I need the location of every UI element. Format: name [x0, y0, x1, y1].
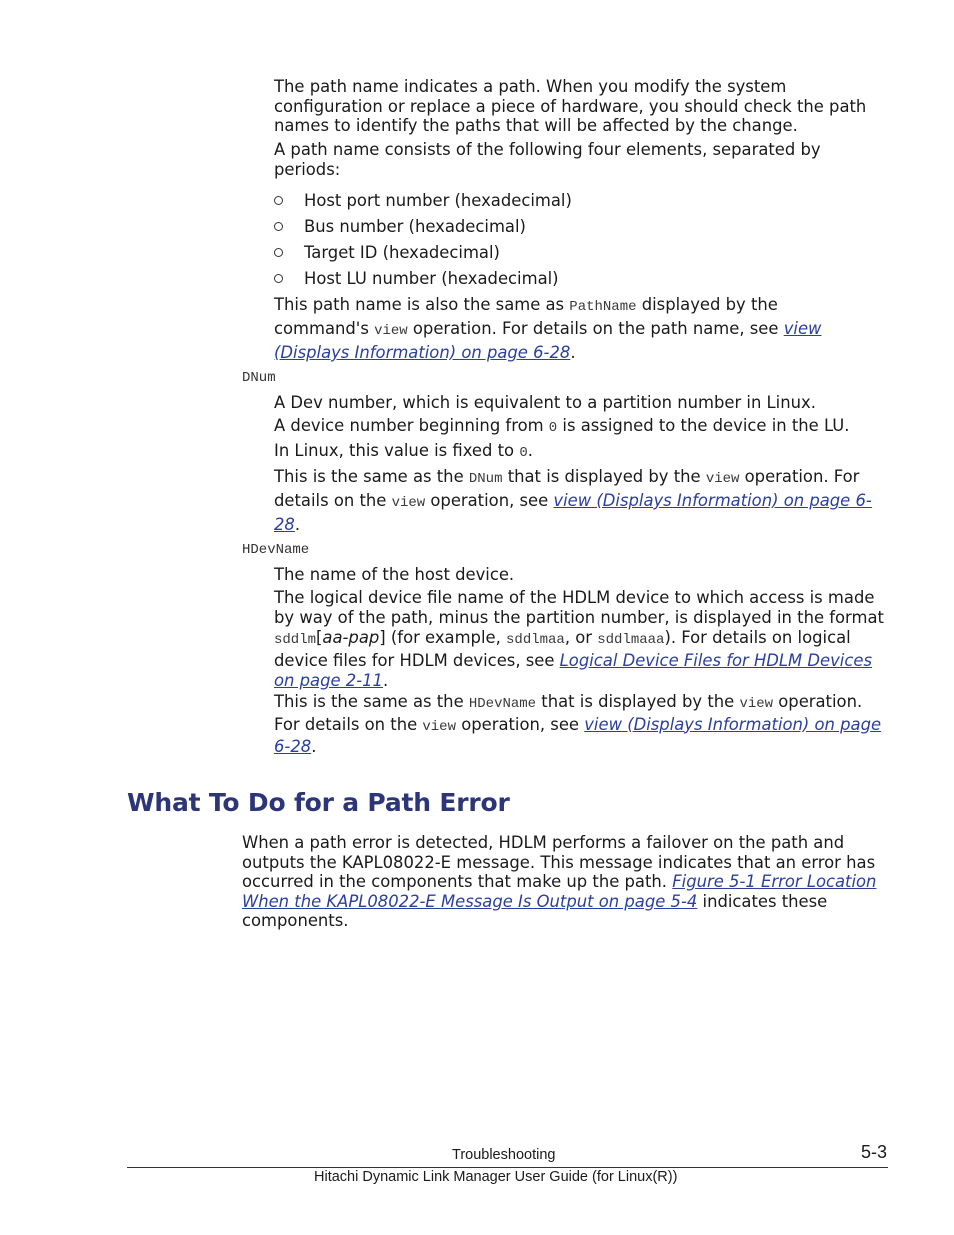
view-displays-information-link[interactable]: view (Displays Information) on page 6-28: [274, 714, 882, 756]
section-heading: What To Do for a Path Error: [127, 788, 510, 817]
list-item: Host LU number (hexadecimal): [304, 269, 559, 288]
figure-5-1-link[interactable]: Figure 5-1 Error Location When the KAPL08022-E Message Is Output on page 5-4: [242, 872, 877, 911]
path-name-details: This path name is also the same as PathName displayed by the command's view operation. For details on the path name, see view (Displays Information) on page 6-28.: [274, 295, 822, 362]
hdevname-desc-3: This is the same as the HDevName that is displayed by the view operation. For details on the view operation, see view (Displays Information) on page 6-28.: [274, 692, 882, 756]
path-name-intro: The path name indicates a path. When you modify the system configuration or replace a piece of hardware, you should check the path names to identify the paths that will be affected by the change.: [274, 77, 867, 136]
bullet-icon: [274, 222, 283, 231]
section-body: When a path error is detected, HDLM performs a failover on the path and outputs the KAPL08022-E message. This message indicates that an error has occurred in the components that make up the path. Figure 5-1 Error Location When the KAPL08022-E Message Is Output on page 5-4 indicates these components.: [242, 833, 877, 931]
view-displays-information-link[interactable]: view (Displays Information) on page 6-28: [274, 491, 872, 534]
term-dnum: DNum: [242, 370, 276, 386]
path-name-elements-intro: A path name consists of the following four elements, separated by periods:: [274, 140, 821, 179]
dnum-desc-1: A Dev number, which is equivalent to a partition number in Linux.: [274, 393, 816, 412]
list-item: Bus number (hexadecimal): [304, 217, 526, 236]
list-item: Target ID (hexadecimal): [304, 243, 500, 262]
dnum-desc-3: In Linux, this value is fixed to 0.: [274, 441, 533, 461]
dnum-desc-4: This is the same as the DNum that is displayed by the view operation. For details on the view operation, see view (Displays Information) on page 6-28.: [274, 467, 872, 534]
hdevname-desc-2: The logical device file name of the HDLM device to which access is made by way of the path, minus the partition number, is displayed in the format sddlm[aa-pap] (for example, sddlmaa, or sddlmaaa). For details on logical device files for HDLM devices, see Logical Device Files for HDLM Devices on page 2-11.: [274, 588, 884, 690]
logical-device-files-link[interactable]: Logical Device Files for HDLM Devices on page 2-11: [274, 650, 872, 690]
footer-book-title: Hitachi Dynamic Link Manager User Guide (for Linux(R)): [314, 1169, 678, 1185]
page-number: 5-3: [861, 1142, 888, 1162]
bullet-icon: [274, 248, 283, 257]
list-item: Host port number (hexadecimal): [304, 191, 572, 210]
footer-divider: [127, 1167, 888, 1168]
term-hdevname: HDevName: [242, 542, 310, 558]
hdevname-desc-1: The name of the host device.: [274, 565, 515, 584]
view-displays-information-link[interactable]: view (Displays Information) on page 6-28: [274, 319, 822, 362]
bullet-icon: [274, 196, 283, 205]
footer-chapter: Troubleshooting: [452, 1147, 556, 1163]
bullet-icon: [274, 274, 283, 283]
code-pathname: PathName: [569, 299, 637, 315]
code-view: view: [374, 323, 408, 339]
dnum-desc-2: A device number beginning from 0 is assigned to the device in the LU.: [274, 416, 850, 436]
